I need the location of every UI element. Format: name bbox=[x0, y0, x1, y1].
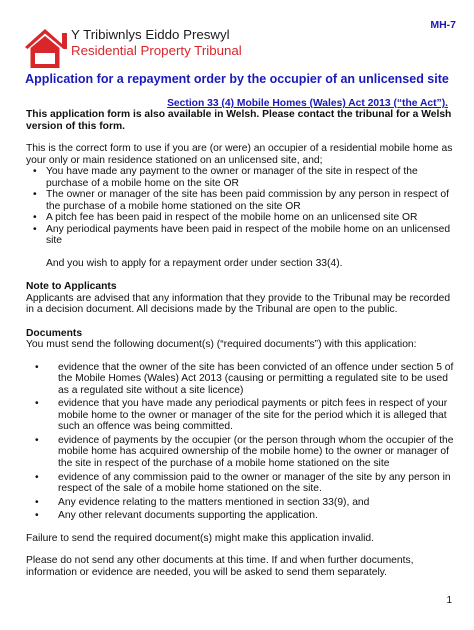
wish-line: And you wish to apply for a repayment order under section 33(4). bbox=[46, 257, 343, 269]
list-item: • Any periodical payments have been paid in respect of the mobile home on an unlicensed site bbox=[26, 224, 454, 247]
conditions-list bbox=[26, 166, 454, 247]
list-item: • evidence of payments by the occupier (or the person through whom the occupier of the mobile home has acquired ownership of the mobile home) to the owner or manager of the site in respect of the purchase of a mobile home stationed on the site bbox=[26, 435, 454, 470]
house-logo-icon bbox=[22, 26, 70, 70]
act-reference: Section 33 (4) Mobile Homes (Wales) Act 2013 (“the Act”). bbox=[167, 98, 448, 109]
form-body bbox=[26, 109, 454, 578]
intro-paragraph: This is the correct form to use if you are (or were) an occupier of a residential mobile home as your only or main residence stationed on an unlicensed site, and; bbox=[26, 143, 453, 166]
list-item: • Any evidence relating to the matters mentioned in section 33(9), and bbox=[26, 497, 454, 509]
documents-list bbox=[26, 362, 454, 522]
form-title: Application for a repayment order by the occupier of an unlicensed site bbox=[25, 72, 449, 86]
list-item: • A pitch fee has been paid in respect of the mobile home on an unlicensed site OR bbox=[26, 212, 454, 224]
tribunal-name-welsh: Y Tribiwnlys Eiddo Preswyl bbox=[71, 27, 230, 42]
documents-intro: You must send the following document(s) (“required documents”) with this application: bbox=[26, 339, 417, 350]
list-item: • evidence that the owner of the site has been convicted of an offence under section 5 of the Mobile Homes (Wales) Act 2013 (causing or permitting a regulated site to be used as a regulated site without a site licence) bbox=[26, 362, 454, 397]
list-item: • You have made any payment to the owner or manager of the site in respect of the purchase of a mobile home on the site OR bbox=[26, 166, 454, 189]
tribunal-name bbox=[71, 27, 242, 59]
list-item: • The owner or manager of the site has been paid commission by any person in respect of the purchase of a mobile home stationed on the site OR bbox=[26, 189, 454, 212]
list-item: • Any other relevant documents supporting the application. bbox=[26, 510, 454, 522]
welsh-notice: This application form is also available in Welsh. Please contact the tribunal for a Welsh version of this form. bbox=[26, 109, 452, 132]
page-number: 1 bbox=[446, 595, 452, 606]
list-item: • evidence that you have made any periodical payments or pitch fees in respect of your mobile home to the owner or manager of the site for the period which it is alleged that such an offence was being committed. bbox=[26, 398, 454, 433]
do-not-send-notice: Please do not send any other documents at this time. If and when further documents, information or evidence are needed, you will be asked to send them separately. bbox=[26, 555, 414, 578]
form-code: MH-7 bbox=[430, 19, 456, 31]
list-item: • evidence of any commission paid to the owner or manager of the site by any person in respect of the sale of a mobile home stationed on the site. bbox=[26, 472, 454, 495]
note-heading: Note to Applicants bbox=[26, 281, 117, 292]
note-text: Applicants are advised that any information that they provide to the Tribunal may be recorded in a decision document. All decisions made by the Tribunal are open to the public. bbox=[26, 292, 451, 315]
tribunal-name-english: Residential Property Tribunal bbox=[71, 43, 242, 58]
failure-warning: Failure to send the required document(s) might make this application invalid. bbox=[26, 532, 374, 544]
documents-heading: Documents bbox=[26, 327, 83, 339]
